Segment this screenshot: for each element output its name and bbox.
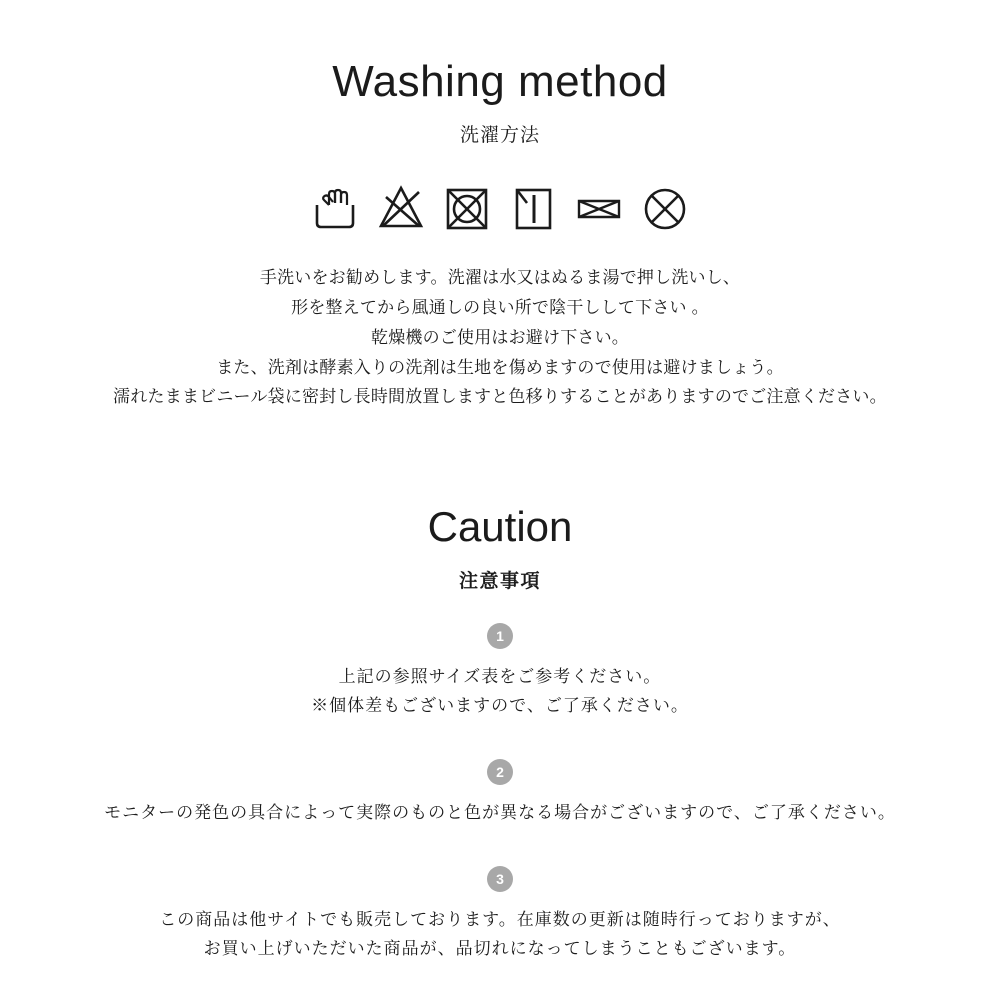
drip-dry-in-shade-icon xyxy=(507,181,559,233)
washing-method-section xyxy=(0,0,1000,412)
washing-title-en: Washing method xyxy=(332,57,668,106)
caution-item-text xyxy=(0,663,1000,721)
caution-title-jp: 注意事項 xyxy=(458,571,541,593)
caution-number-badge: 2 xyxy=(487,759,513,785)
care-symbol-row xyxy=(0,181,1000,233)
caution-number-badge: 1 xyxy=(487,623,513,649)
caution-text-line: この商品は他サイトでも販売しております。在庫数の更新は随時行っておりますが、 xyxy=(159,910,841,929)
caution-item xyxy=(0,866,1000,964)
washing-note-line: 乾燥機のご使用はお避け下さい。 xyxy=(371,327,629,347)
hand-wash-icon xyxy=(309,181,361,233)
washing-title-jp: 洗濯方法 xyxy=(459,125,540,147)
no-wring-icon xyxy=(573,181,625,233)
caution-title-en: Caution xyxy=(427,503,573,551)
caution-text-line: 上記の参照サイズ表をご参考ください。 xyxy=(338,667,662,687)
no-tumble-dry-icon xyxy=(441,181,493,233)
washing-note-line: また、洗剤は酵素入りの洗剤は生地を傷めますので使用は避けましょう。 xyxy=(216,357,784,377)
caution-text-line: お買い上げいただいた商品が、品切れになってしまうこともございます。 xyxy=(203,938,797,958)
caution-text-line: ※個体差もございますので、ご了承ください。 xyxy=(311,696,689,716)
washing-note-line: 形を整えてから風通しの良い所で陰干しして下さい 。 xyxy=(291,298,709,318)
caution-item-text xyxy=(0,906,1000,964)
caution-number-badge: 3 xyxy=(487,866,513,892)
caution-section xyxy=(0,504,1000,964)
caution-item xyxy=(0,623,1000,721)
washing-note-line: 手洗いをお勧めします。洗濯は水又はぬるま湯で押し洗いし、 xyxy=(259,268,741,288)
washing-notes xyxy=(0,263,1000,412)
caution-item xyxy=(0,759,1000,828)
washing-note-line: 濡れたままビニール袋に密封し長時間放置しますと色移りすることがありますのでご注意ください。 xyxy=(113,387,887,407)
no-bleach-icon xyxy=(375,181,427,233)
caution-item-text xyxy=(0,799,1000,828)
caution-text-line: モニターの発色の具合によって実際のものと色が異なる場合がございますので、ご了承ください。 xyxy=(104,803,896,823)
no-dry-clean-icon xyxy=(639,181,691,233)
